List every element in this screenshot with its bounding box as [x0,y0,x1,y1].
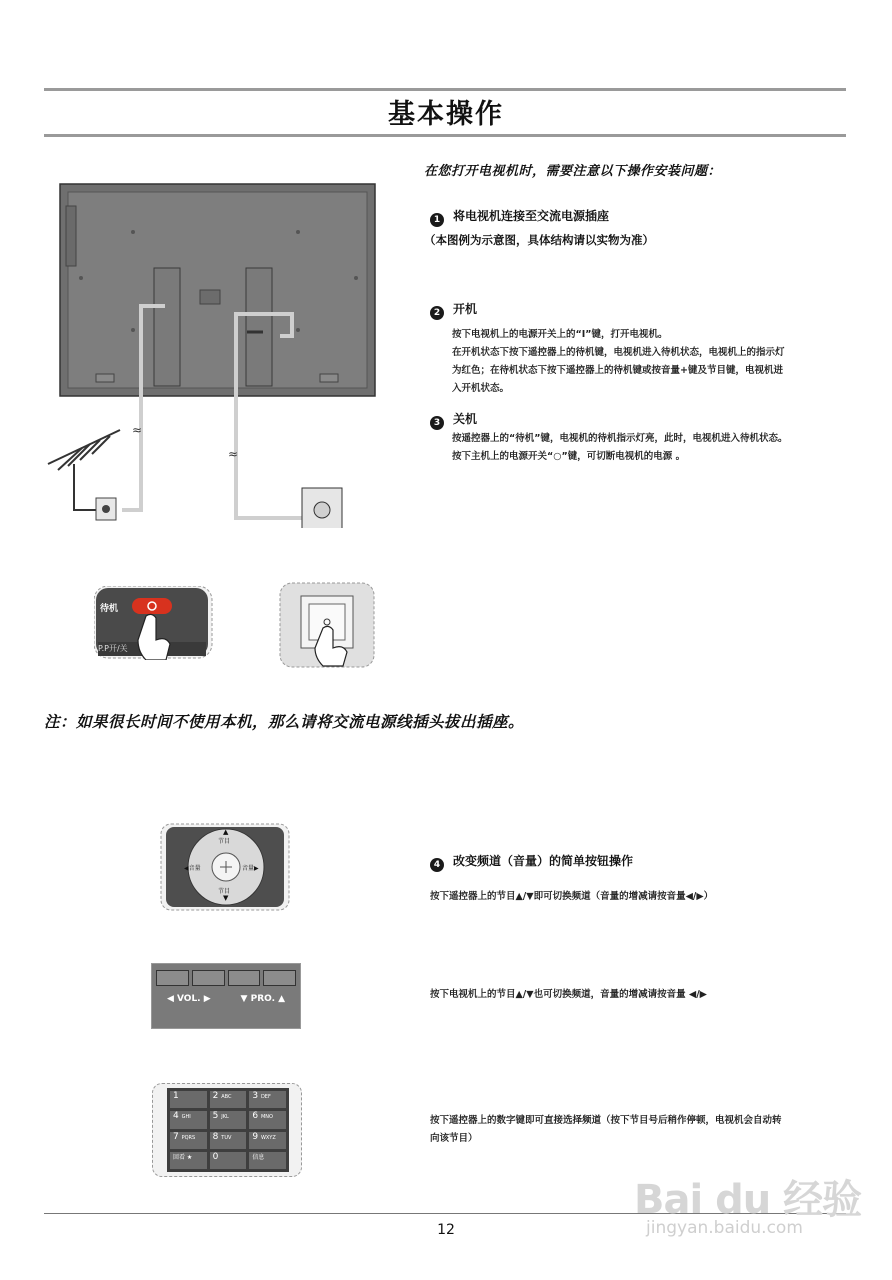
step4-number-keys-line2: 向该节目） [430,1133,478,1144]
dpad-up-arrow: ▲ [223,828,229,836]
key-3-digit: 3 [252,1091,259,1101]
key-3-sub: DEF [260,1094,271,1100]
remote-pp-label: P.P开/关 [98,644,128,653]
title-rule [44,134,846,137]
dpad-down-arrow: ▼ [223,894,229,902]
step2-line1: 按下电视机上的电源开关上的“Ⅰ”键，打开电视机。 [452,329,668,340]
step3-heading-text: 关机 [453,412,478,426]
step4-heading [430,852,633,872]
key-4 [170,1111,207,1128]
step3-line2: 按下主机上的电源开关“○”键，可切断电视机的电源 。 [452,451,686,462]
watermark-url: jingyan.baidu.com [646,1218,803,1238]
step3-heading [430,410,477,430]
watermark-brand: Bai du 经验 [634,1177,862,1223]
panel-pro-label: ▼ PRO. ▲ [240,994,286,1004]
key-2 [210,1091,247,1108]
step1-sub: （本图例为示意图，具体结构请以实物为准） [424,233,654,247]
number-keys-illustration [152,1083,302,1177]
key-5 [210,1111,247,1128]
dpad-right-label: 音量▶ [242,865,259,872]
key-8-digit: 8 [212,1131,219,1142]
key-4-sub: GHI [181,1114,191,1121]
tv-connection-illustration [40,178,385,528]
key-7 [170,1132,207,1149]
key-3 [249,1091,286,1108]
dpad-left-label: ◀音量 [184,865,201,872]
step2-line2: 在开机状态下按下遥控器上的待机键，电视机进入待机状态，电视机上的指示灯 [452,347,785,358]
step3-number: 3 [430,416,444,430]
step2-heading-text: 开机 [453,302,478,316]
step4-heading-text: 改变频道（音量）的简单按钮操作 [453,854,634,868]
step4-panel-text: 按下电视机上的节目▲/▼也可切换频道，音量的增减请按音量 ◀/▶ [430,989,707,1000]
key-5-sub: JKL [221,1114,229,1121]
step2-line4: 入开机状态。 [452,383,510,394]
key-6 [249,1111,286,1128]
step3-body [452,430,788,466]
step2-heading [430,300,477,320]
page-number: 12 [437,1222,455,1238]
key-4-digit: 4 [173,1111,179,1122]
step1-heading [430,207,609,227]
key-info [249,1152,286,1169]
panel-buttons-illustration [151,963,301,1029]
step1-heading-text: 将电视机连接至交流电源插座 [453,209,610,223]
intro-text: 在您打开电视机时，需要注意以下操作安装问题： [424,164,722,179]
dpad-up-label: 节目 [218,838,231,845]
key-9-digit: 9 [252,1131,259,1142]
key-8-sub: TUV [221,1134,232,1141]
top-rule [44,88,846,91]
key-5-digit: 5 [212,1111,219,1122]
key-1 [170,1091,207,1108]
key-1-digit: 1 [173,1091,179,1101]
power-switch-illustration [279,582,375,668]
key-2-sub: ABC [221,1094,232,1100]
key-7-digit: 7 [173,1131,179,1142]
key-replay [170,1152,207,1169]
step2-body [452,326,785,398]
key-6-sub: MNO [260,1114,273,1121]
key-7-sub: PQRS [181,1134,196,1141]
key-info-sub: 信息 [252,1153,265,1161]
step2-number: 2 [430,306,444,320]
remote-power-label: 待机 [100,604,119,614]
step3-line1: 按遥控器上的“待机”键，电视机的待机指示灯亮，此时，电视机进入待机状态。 [452,433,788,444]
key-9-sub: WXYZ [260,1134,276,1141]
key-2-digit: 2 [212,1091,219,1101]
key-9 [249,1132,286,1149]
key-replay-sub: 回看 ★ [173,1153,193,1161]
key-8 [210,1132,247,1149]
svg-text:≈: ≈ [228,447,239,461]
step4-number-keys-text [430,1112,782,1148]
step4-number: 4 [430,858,444,872]
dpad-down-label: 节目 [218,888,231,895]
power-note: 注：如果很长时间不使用本机，那么请将交流电源线插头拔出插座。 [44,712,525,731]
page-title: 基本操作 [388,99,504,130]
step2-line3: 为红色；在待机状态下按下遥控器上的待机键或按音量+键及节目键，电视机进 [452,365,783,376]
step4-remote-text: 按下遥控器上的节目▲/▼即可切换频道（音量的增减请按音量◀/▶） [430,891,714,902]
key-0-digit: 0 [212,1151,219,1162]
panel-vol-label: ◀ VOL. ▶ [166,994,211,1004]
step1-number: 1 [430,213,444,227]
key-6-digit: 6 [252,1111,259,1122]
step4-number-keys-line1: 按下遥控器上的数字键即可直接选择频道（按下节目号后稍作停顿，电视机会自动转 [430,1115,782,1126]
svg-text:≈: ≈ [132,423,143,437]
key-0 [210,1152,247,1169]
